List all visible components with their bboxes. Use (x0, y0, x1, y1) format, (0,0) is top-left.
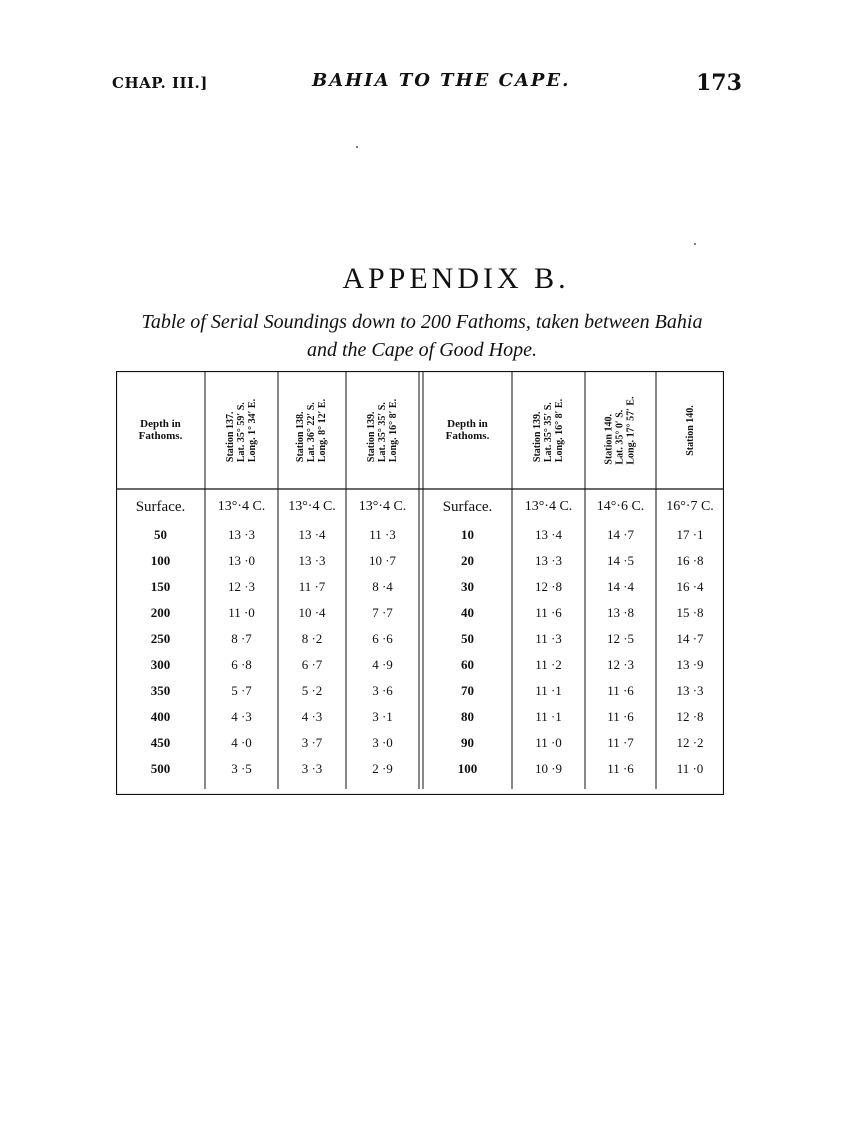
temperature-cell: 11 ·3 (369, 527, 396, 542)
temperature-cell: 11 ·2 (535, 657, 562, 672)
column-header (116, 373, 205, 487)
header-line: Depth in (140, 418, 181, 430)
header-line: Long. 16° 8′ E. (388, 398, 399, 462)
temperature-cell: 8 ·2 (301, 631, 323, 646)
temperature-cell: 3 ·7 (301, 735, 323, 750)
caption-line-1: Table of Serial Soundings down to 200 Fathoms, taken between Bahia (141, 311, 703, 333)
temperature-cell: 3 ·3 (301, 761, 323, 776)
header-line: Long. 8° 12′ E. (317, 398, 329, 462)
header-line: Station 137. (225, 411, 236, 462)
header-line: Lat. 35° 59′ S. (236, 401, 247, 462)
depth-cell: 20 (461, 553, 474, 568)
depth-cell: 350 (150, 683, 171, 698)
temperature-cell: 17 ·1 (676, 527, 704, 542)
temperature-cell: 14°·6 C. (596, 499, 645, 514)
running-title: BAHIA TO THE CAPE. (312, 70, 571, 91)
station-header-label (366, 398, 399, 461)
header-line: Lat. 35° 35′ S. (377, 401, 388, 462)
temperature-cell: 4 ·9 (372, 657, 393, 672)
temperature-cell: 13°·4 C. (524, 499, 573, 514)
temperature-cell: 4 ·0 (231, 735, 252, 750)
depth-cell: Surface. (135, 499, 186, 515)
column-header (346, 373, 419, 487)
temperature-cell: 13°·4 C. (358, 499, 407, 514)
header-line: Station 138. (295, 411, 307, 462)
temperature-cell: 13 ·8 (606, 605, 635, 620)
temperature-cell: 12 ·8 (534, 579, 563, 594)
depth-cell: 80 (461, 709, 474, 724)
depth-cell: 50 (461, 631, 474, 646)
temperature-cell: 6 ·8 (231, 657, 252, 672)
depth-cell: 250 (150, 631, 171, 646)
temperature-cell: 3 ·5 (231, 761, 252, 776)
temperature-cell: 10 ·9 (534, 761, 563, 776)
temperature-cell: 10 ·7 (368, 553, 397, 568)
column-header (585, 373, 656, 487)
depth-cell: 100 (150, 553, 171, 568)
temperature-cell: 14 ·5 (606, 553, 635, 568)
temperature-cell: 15 ·8 (676, 605, 704, 620)
header-line: Fathoms. (445, 430, 490, 442)
temperature-cell: 10 ·4 (298, 605, 326, 620)
temperature-cell: 5 ·2 (301, 683, 323, 698)
column-header (423, 373, 512, 487)
header-line: Station 139. (366, 411, 377, 462)
depth-cell: 60 (461, 657, 474, 672)
temperature-cell: 6 ·6 (372, 631, 393, 646)
temperature-cell: 3 ·0 (372, 735, 393, 750)
depth-cell: 10 (461, 527, 474, 542)
depth-header-label (139, 418, 183, 442)
temperature-cell: 13°·4 C. (288, 499, 336, 514)
header-line: Long. 16° 8′ E. (554, 398, 565, 462)
depth-cell: 30 (461, 579, 474, 594)
chapter-label: CHAP. III.] (112, 74, 208, 92)
depth-cell: 50 (154, 527, 167, 542)
temperature-cell: 11 ·1 (535, 709, 562, 724)
station-header-label (225, 398, 258, 461)
depth-cell: 500 (150, 761, 171, 776)
temperature-cell: 12 ·5 (606, 631, 635, 646)
header-line: Fathoms. (138, 430, 183, 442)
station-header-label (532, 398, 565, 461)
temperature-cell: 4 ·3 (231, 709, 252, 724)
table-caption (112, 308, 732, 364)
page-number: 173 (696, 70, 742, 96)
temperature-cell: 14 ·4 (606, 579, 635, 594)
temperature-cell: 13 ·4 (298, 527, 326, 542)
depth-cell: 150 (150, 579, 171, 594)
temperature-cell: 4 ·3 (301, 709, 323, 724)
temperature-cell: 7 ·7 (372, 605, 393, 620)
temperature-cell: 11 ·6 (535, 605, 562, 620)
station-header-label (604, 396, 637, 464)
temperature-cell: 12 ·3 (606, 657, 635, 672)
temperature-cell: 16 ·4 (676, 579, 704, 594)
depth-cell: 400 (150, 709, 171, 724)
depth-cell: 70 (461, 683, 474, 698)
temperature-cell: 5 ·7 (231, 683, 252, 698)
depth-cell: 450 (150, 735, 171, 750)
station-header-label (685, 405, 696, 456)
header-line: Lat. 35° 35′ S. (543, 401, 554, 462)
column-header (656, 373, 724, 487)
depth-cell: 300 (150, 657, 171, 672)
temperature-cell: 13°·4 C. (217, 499, 266, 514)
temperature-cell: 13 ·3 (227, 527, 256, 542)
temperature-cell: 3 ·1 (372, 709, 393, 724)
temperature-cell: 14 ·7 (606, 527, 635, 542)
temperature-cell: 12 ·8 (676, 709, 704, 724)
temperature-cell: 13 ·4 (534, 527, 563, 542)
temperature-cell: 11 ·1 (535, 683, 562, 698)
temperature-cell: 14 ·7 (676, 631, 704, 646)
temperature-cell: 2 ·9 (372, 761, 393, 776)
temperature-cell: 11 ·0 (535, 735, 562, 750)
temperature-cell: 11 ·0 (676, 761, 704, 776)
header-line: Station 140. (684, 404, 696, 456)
temperature-cell: 11 ·7 (298, 579, 326, 594)
header-line: Station 140. (604, 413, 615, 465)
temperature-cell: 13 ·3 (298, 553, 326, 568)
soundings-table (116, 371, 724, 795)
column-header (205, 373, 278, 487)
temperature-cell: 16 ·8 (676, 553, 704, 568)
temperature-cell: 8 ·7 (231, 631, 252, 646)
depth-header-label (446, 418, 490, 442)
temperature-cell: 11 ·7 (607, 735, 634, 750)
depth-cell: Surface. (442, 499, 493, 515)
temperature-cell: 11 ·6 (607, 709, 634, 724)
column-header (512, 373, 585, 487)
temperature-cell: 13 ·0 (227, 553, 256, 568)
station-header-label (296, 398, 329, 461)
depth-cell: 40 (461, 605, 474, 620)
header-line: Depth in (447, 418, 488, 430)
temperature-cell: 3 ·6 (372, 683, 393, 698)
temperature-cell: 11 ·3 (535, 631, 562, 646)
temperature-cell: 12 ·2 (676, 735, 704, 750)
temperature-cell: 11 ·6 (607, 683, 634, 698)
column-header (278, 373, 346, 487)
header-line: Station 139. (532, 411, 543, 462)
temperature-cell: 8 ·4 (372, 579, 393, 594)
temperature-cell: 11 ·6 (607, 761, 634, 776)
print-speck (694, 243, 696, 245)
header-line: Lat. 36° 22′ S. (306, 401, 318, 462)
header-line: Lat. 35° 0′ S. (615, 409, 626, 465)
depth-cell: 90 (461, 735, 474, 750)
temperature-cell: 11 ·0 (228, 605, 255, 620)
temperature-cell: 13 ·3 (676, 683, 704, 698)
appendix-title: APPENDIX B. (342, 262, 570, 295)
print-speck (356, 146, 358, 148)
header-line: Long. 1° 34′ E. (247, 398, 258, 462)
temperature-cell: 13 ·3 (534, 553, 563, 568)
depth-cell: 200 (150, 605, 171, 620)
temperature-cell: 16°·7 C. (666, 499, 714, 514)
temperature-cell: 6 ·7 (301, 657, 323, 672)
temperature-cell: 12 ·3 (227, 579, 256, 594)
header-line: Long. 17° 57′ E. (626, 395, 637, 465)
temperature-cell: 13 ·9 (676, 657, 704, 672)
caption-line-2: and the Cape of Good Hope. (307, 339, 537, 361)
depth-cell: 100 (457, 761, 478, 776)
